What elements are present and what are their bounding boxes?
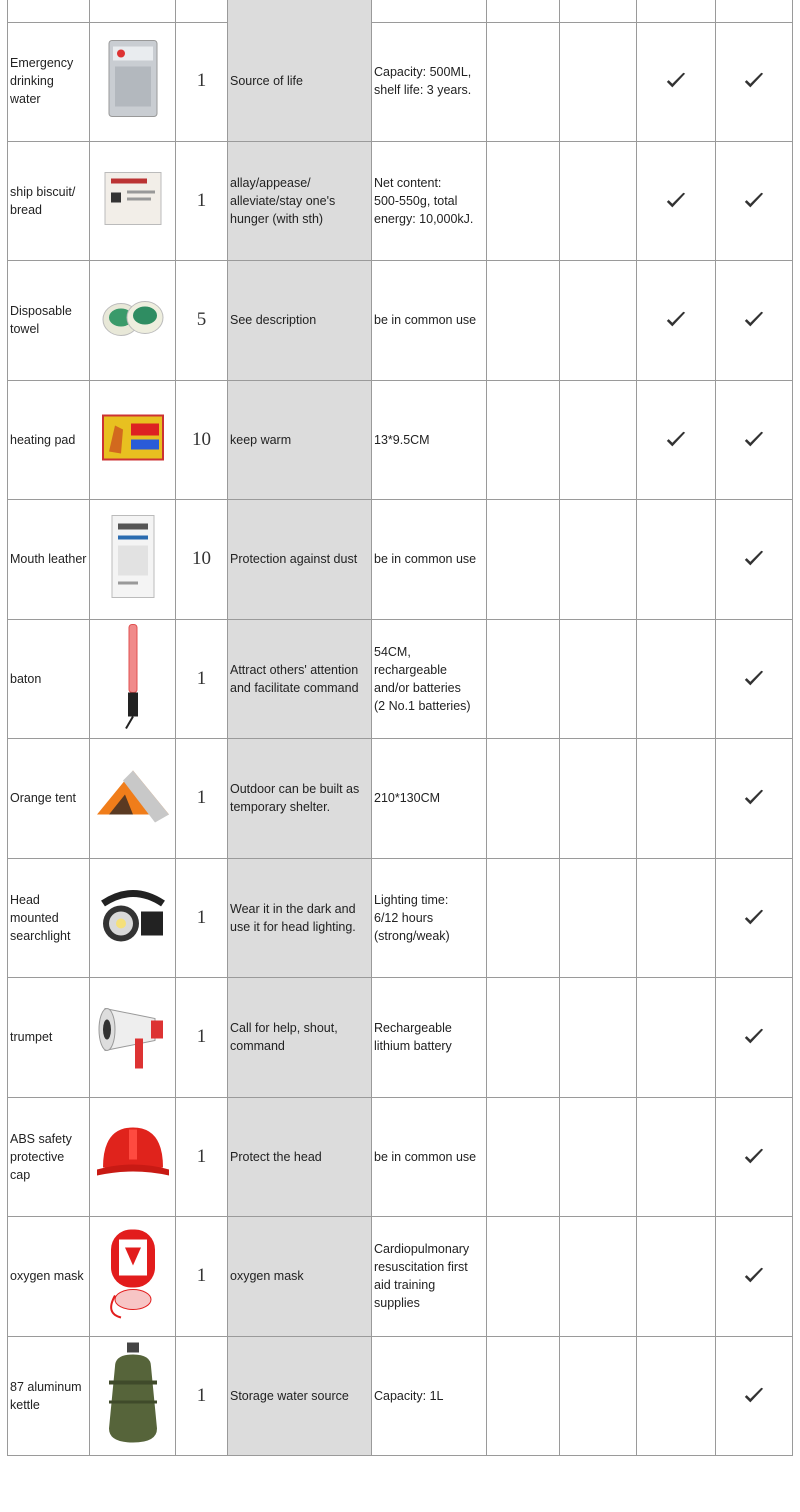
item-quantity: 1 [196, 1145, 207, 1167]
item-qty-cell [176, 22, 228, 141]
table-row [7, 381, 793, 501]
water-pouch-image [105, 39, 161, 124]
item-name-cell [7, 859, 90, 978]
item-name: Mouth leather [10, 552, 87, 567]
item-qty-cell [176, 261, 228, 380]
item-quantity: 1 [196, 787, 207, 809]
item-spec: Rechargeable lithium battery [374, 1021, 452, 1054]
checkmark-icon [743, 1146, 765, 1168]
item-qty-cell [176, 859, 228, 978]
check-b-cell [716, 739, 793, 858]
checkmark-icon [743, 668, 765, 690]
checkmark-icon [743, 309, 765, 331]
item-name-cell [7, 381, 90, 500]
item-purpose-cell [228, 381, 372, 500]
item-name: heating pad [10, 432, 76, 447]
item-purpose: Outdoor can be built as temporary shelter. [230, 782, 360, 815]
item-purpose: Protect the head [230, 1149, 322, 1164]
item-quantity: 1 [196, 1026, 207, 1048]
empty-cell [560, 22, 637, 141]
item-qty-cell [176, 739, 228, 858]
check-a-cell [637, 142, 716, 261]
item-name-cell [7, 22, 90, 141]
item-name-cell [7, 1098, 90, 1217]
item-image-cell [90, 261, 176, 380]
check-b-cell [716, 859, 793, 978]
item-purpose: allay/appease/ alleviate/stay one's hunger (with sth) [230, 175, 336, 226]
item-quantity: 1 [196, 906, 207, 928]
empty-cell [487, 739, 560, 858]
empty-cell [560, 381, 637, 500]
item-image-cell [90, 381, 176, 500]
item-spec-cell [372, 261, 487, 380]
table-row [7, 859, 793, 979]
empty-cell [560, 1098, 637, 1217]
megaphone-image [97, 995, 169, 1080]
item-image-cell [90, 1337, 176, 1456]
item-image-cell [90, 500, 176, 619]
checkmark-icon [743, 907, 765, 929]
checkmark-icon [743, 1026, 765, 1048]
item-quantity: 1 [196, 189, 207, 211]
item-image-cell [90, 142, 176, 261]
table-row [7, 1337, 793, 1457]
tent-image [93, 765, 173, 832]
cpr-mask-image [101, 1226, 165, 1327]
empty-cell [487, 1098, 560, 1217]
check-a-cell [637, 1217, 716, 1336]
item-name: Head mounted searchlight [10, 892, 71, 943]
baton-image [118, 622, 148, 735]
empty-cell [487, 261, 560, 380]
item-spec: 210*130CM [374, 791, 441, 806]
empty-cell [487, 142, 560, 261]
empty-cell [487, 859, 560, 978]
item-purpose-cell [228, 739, 372, 858]
item-name-cell [7, 620, 90, 739]
table-row [7, 978, 793, 1098]
item-spec-cell [372, 1098, 487, 1217]
item-name-cell [7, 500, 90, 619]
empty-cell [560, 620, 637, 739]
towel-tablets-image [101, 296, 165, 345]
item-name-cell [7, 142, 90, 261]
check-a-cell [637, 381, 716, 500]
biscuit-pack-image [103, 170, 163, 231]
item-purpose: keep warm [230, 432, 292, 447]
empty-cell [487, 978, 560, 1097]
table-row [7, 620, 793, 740]
empty-cell [560, 261, 637, 380]
item-spec-cell [372, 739, 487, 858]
table-row [7, 1098, 793, 1218]
item-name: trumpet [10, 1030, 53, 1045]
check-a-cell [637, 1098, 716, 1217]
table-row [7, 1217, 793, 1337]
item-qty-cell [176, 142, 228, 261]
item-spec: Cardiopulmonary resuscitation first aid training supplies [374, 1242, 470, 1311]
item-quantity: 1 [196, 1384, 207, 1406]
empty-cell [560, 978, 637, 1097]
item-name: Emergency drinking water [10, 56, 74, 107]
item-spec-cell [372, 978, 487, 1097]
check-a-cell [637, 261, 716, 380]
heating-pad-image [101, 413, 165, 466]
item-purpose-cell [228, 620, 372, 739]
item-quantity: 1 [196, 1265, 207, 1287]
checkmark-icon [743, 70, 765, 92]
item-purpose: Attract others' attention and facilitate command [230, 662, 359, 695]
item-purpose-cell [228, 500, 372, 619]
item-purpose-cell [228, 1337, 372, 1456]
item-name: Orange tent [10, 791, 77, 806]
checkmark-icon [743, 1385, 765, 1407]
check-a-cell [637, 1337, 716, 1456]
table-row [7, 739, 793, 859]
item-qty-cell [176, 1337, 228, 1456]
item-purpose-cell [228, 1098, 372, 1217]
item-qty-cell [176, 500, 228, 619]
item-purpose: Source of life [230, 74, 303, 89]
item-qty-cell [176, 1098, 228, 1217]
item-name-cell [7, 261, 90, 380]
item-image-cell [90, 1098, 176, 1217]
item-name: 87 aluminum kettle [10, 1379, 82, 1412]
item-name: baton [10, 671, 42, 686]
item-purpose-cell [228, 859, 372, 978]
item-name-cell [7, 978, 90, 1097]
empty-cell [487, 381, 560, 500]
canteen-image [101, 1340, 165, 1451]
item-spec-cell [372, 620, 487, 739]
item-spec-cell [372, 142, 487, 261]
item-spec-cell [372, 1217, 487, 1336]
item-spec: be in common use [374, 313, 477, 328]
item-purpose: oxygen mask [230, 1269, 304, 1284]
item-name-cell [7, 1217, 90, 1336]
item-spec: Capacity: 1L [374, 1388, 444, 1403]
item-image-cell [90, 739, 176, 858]
item-quantity: 10 [192, 548, 211, 570]
item-spec-cell [372, 1337, 487, 1456]
check-b-cell [716, 142, 793, 261]
item-spec: 54CM, rechargeable and/or batteries (2 No.1 batteries) [374, 644, 471, 713]
empty-cell [560, 1217, 637, 1336]
helmet-image [95, 1121, 171, 1192]
check-b-cell [716, 620, 793, 739]
check-b-cell [716, 500, 793, 619]
item-purpose-cell [228, 142, 372, 261]
checkmark-icon [665, 190, 687, 212]
item-purpose-cell [228, 1217, 372, 1336]
check-a-cell [637, 739, 716, 858]
empty-cell [487, 22, 560, 141]
checkmark-icon [743, 787, 765, 809]
check-a-cell [637, 500, 716, 619]
empty-cell [487, 1217, 560, 1336]
item-quantity: 10 [192, 428, 211, 450]
item-qty-cell [176, 620, 228, 739]
item-purpose: Protection against dust [230, 552, 358, 567]
empty-cell [487, 1337, 560, 1456]
empty-cell [560, 142, 637, 261]
item-qty-cell [176, 1217, 228, 1336]
table-top-row [7, 0, 793, 23]
empty-cell [487, 620, 560, 739]
item-name-cell [7, 1337, 90, 1456]
table-row [7, 142, 793, 262]
item-purpose: Wear it in the dark and use it for head lighting. [230, 901, 356, 934]
item-spec: be in common use [374, 1149, 477, 1164]
item-spec: Capacity: 500ML, shelf life: 3 years. [374, 65, 472, 98]
item-spec: be in common use [374, 552, 477, 567]
item-image-cell [90, 859, 176, 978]
table-row [7, 22, 793, 142]
item-spec-cell [372, 859, 487, 978]
checkmark-icon [743, 429, 765, 451]
item-image-cell [90, 620, 176, 739]
checkmark-icon [665, 70, 687, 92]
item-spec-cell [372, 500, 487, 619]
check-b-cell [716, 1337, 793, 1456]
item-qty-cell [176, 381, 228, 500]
item-name: Disposable towel [10, 304, 72, 337]
item-name-cell [7, 739, 90, 858]
checkmark-icon [743, 190, 765, 212]
item-name: ABS safety protective cap [10, 1131, 72, 1182]
empty-cell [560, 1337, 637, 1456]
item-spec-cell [372, 22, 487, 141]
item-quantity: 1 [196, 667, 207, 689]
item-name: ship biscuit/ bread [10, 184, 76, 217]
item-image-cell [90, 978, 176, 1097]
item-purpose-cell [228, 261, 372, 380]
checkmark-icon [743, 548, 765, 570]
check-b-cell [716, 22, 793, 141]
item-qty-cell [176, 978, 228, 1097]
item-name: oxygen mask [10, 1269, 84, 1284]
item-spec-cell [372, 381, 487, 500]
item-quantity: 5 [196, 309, 207, 331]
empty-cell [560, 739, 637, 858]
check-b-cell [716, 261, 793, 380]
checkmark-icon [665, 309, 687, 331]
headlamp-image [97, 883, 169, 952]
checkmark-icon [665, 429, 687, 451]
item-image-cell [90, 22, 176, 141]
empty-cell [560, 859, 637, 978]
table-row [7, 261, 793, 381]
table-row [7, 500, 793, 620]
check-a-cell [637, 859, 716, 978]
item-purpose: Storage water source [230, 1388, 349, 1403]
item-purpose-cell [228, 22, 372, 141]
check-b-cell [716, 381, 793, 500]
item-purpose: Call for help, shout, command [230, 1021, 338, 1054]
checkmark-icon [743, 1265, 765, 1287]
check-b-cell [716, 1217, 793, 1336]
item-image-cell [90, 1217, 176, 1336]
item-spec: Net content: 500-550g, total energy: 10,000kJ. [374, 175, 474, 226]
item-quantity: 1 [196, 70, 207, 92]
check-b-cell [716, 1098, 793, 1217]
check-a-cell [637, 978, 716, 1097]
item-purpose: See description [230, 313, 317, 328]
item-spec: 13*9.5CM [374, 432, 430, 447]
item-spec: Lighting time: 6/12 hours (strong/weak) [374, 892, 450, 943]
check-a-cell [637, 22, 716, 141]
check-a-cell [637, 620, 716, 739]
empty-cell [487, 500, 560, 619]
check-b-cell [716, 978, 793, 1097]
mask-pack-image [108, 514, 158, 605]
item-purpose-cell [228, 978, 372, 1097]
empty-cell [560, 500, 637, 619]
